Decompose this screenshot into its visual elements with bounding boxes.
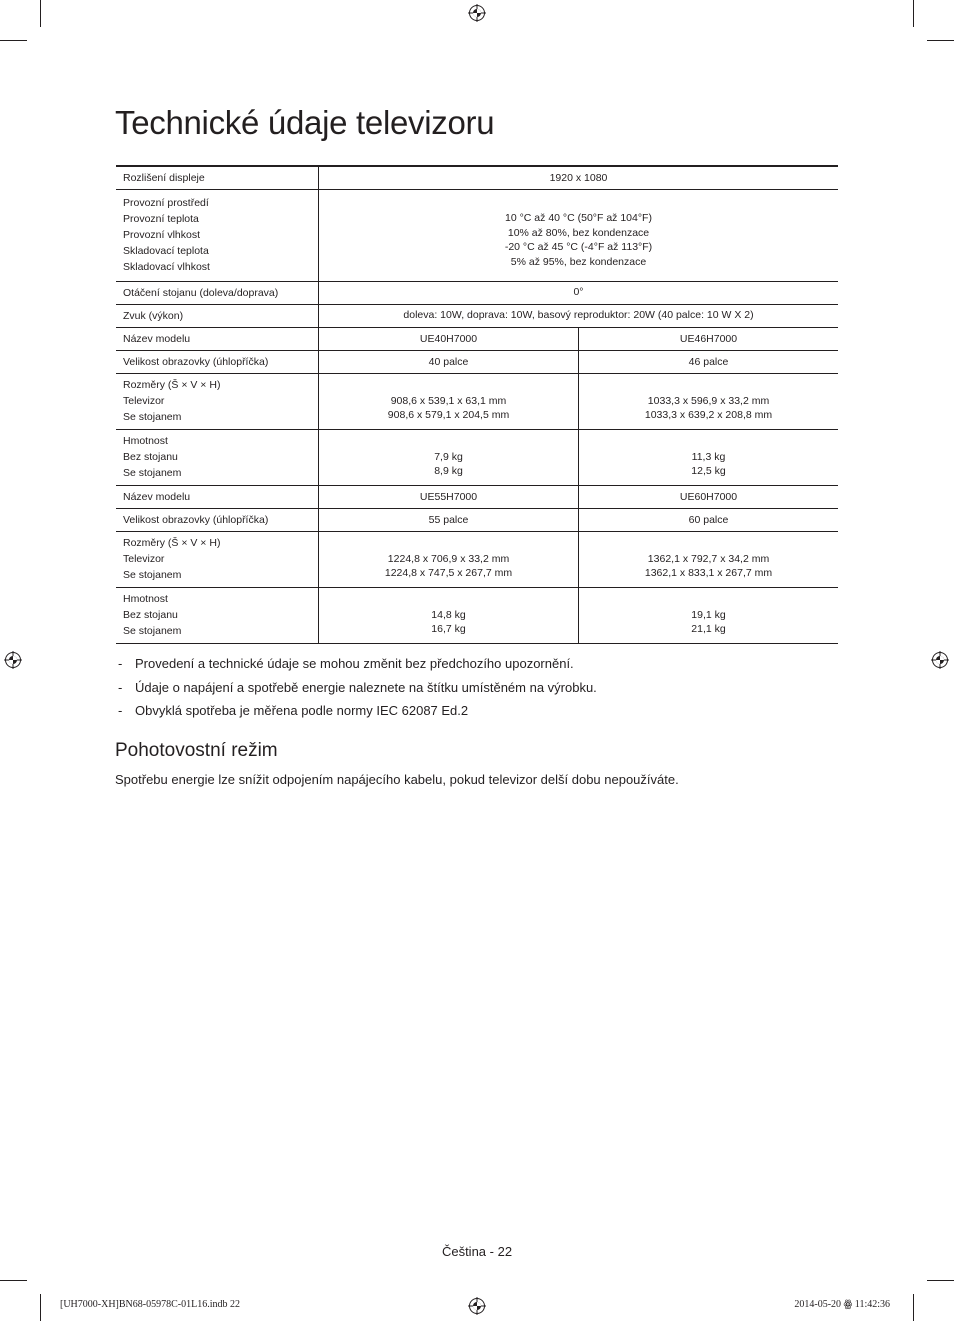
weight — [579, 429, 839, 485]
label-line: Se stojanem — [123, 411, 182, 423]
value-line: 16,7 kg — [431, 623, 466, 635]
dimensions — [579, 373, 839, 429]
value-line: 908,6 x 579,1 x 204,5 mm — [387, 409, 510, 421]
value-line: 1362,1 x 792,7 x 34,2 mm — [647, 553, 770, 565]
screen-size: 46 palce — [579, 350, 839, 373]
row-label — [116, 373, 319, 429]
model-name: UE55H7000 — [319, 485, 579, 508]
crop-mark — [913, 0, 914, 27]
table-row — [116, 373, 838, 429]
crop-mark — [927, 1280, 954, 1281]
crop-mark — [927, 40, 954, 41]
table-row — [116, 189, 838, 281]
row-label — [116, 189, 319, 281]
table-row — [116, 304, 838, 327]
note-text: Provedení a technické údaje se mohou změnit bez předchozího upozornění. — [135, 656, 574, 671]
notes-list — [116, 655, 597, 726]
value-line: 908,6 x 539,1 x 63,1 mm — [390, 395, 507, 407]
label-line: Hmotnost — [123, 435, 168, 447]
page-title: Technické údaje televizoru — [115, 104, 495, 141]
row-label — [116, 429, 319, 485]
value-line: 5% až 95%, bez kondenzace — [510, 255, 647, 268]
label-line: Skladovací vlhkost — [123, 261, 210, 273]
section-heading: Pohotovostní režim — [115, 740, 278, 761]
note-text: Obvyklá spotřeba je měřena podle normy IEC 62087 Ed.2 — [135, 703, 469, 718]
label-line: Hmotnost — [123, 593, 168, 605]
table-row — [116, 327, 838, 350]
row-label: Zvuk (výkon) — [116, 304, 319, 327]
value-line: 1224,8 x 747,5 x 267,7 mm — [384, 567, 513, 579]
list-item — [116, 655, 597, 679]
value-line: 10% až 80%, bez kondenzace — [507, 226, 650, 239]
label-line: Bez stojanu — [123, 451, 178, 463]
label-line: Se stojanem — [123, 625, 182, 637]
spec-table — [116, 165, 838, 644]
list-item — [116, 679, 597, 703]
dimensions — [319, 531, 579, 587]
label-line: Se stojanem — [123, 569, 182, 581]
crop-mark — [40, 0, 41, 27]
label-line: Rozměry (Š × V × H) — [123, 537, 221, 549]
row-value: doleva: 10W, doprava: 10W, basový reproduktor: 20W (40 palce: 10 W X 2) — [319, 304, 839, 327]
model-name: UE46H7000 — [579, 327, 839, 350]
screen-size: 55 palce — [319, 508, 579, 531]
row-label — [116, 587, 319, 643]
page-number: Čeština - 22 — [441, 1244, 513, 1259]
model-name: UE60H7000 — [579, 485, 839, 508]
value-line: 11,3 kg — [691, 451, 726, 463]
label-line: Rozměry (Š × V × H) — [123, 379, 221, 391]
row-value: 0° — [319, 281, 839, 304]
dash-bullet: - — [118, 656, 123, 671]
print-slug-right: 2014-05-20 ꙮ 11:42:36 — [794, 1299, 890, 1310]
row-label: Název modelu — [116, 327, 319, 350]
value-line: 1362,1 x 833,1 x 267,7 mm — [644, 567, 773, 579]
registration-mark-icon — [468, 4, 486, 22]
weight — [319, 587, 579, 643]
list-item — [116, 702, 597, 726]
value-line: 12,5 kg — [691, 465, 726, 477]
section-paragraph: Spotřebu energie lze snížit odpojením napájecího kabelu, pokud televizor delší dobu nepoužíváte. — [115, 772, 679, 787]
crop-mark — [0, 40, 27, 41]
label-line: Televizor — [123, 553, 165, 565]
value-line: 1224,8 x 706,9 x 33,2 mm — [387, 553, 510, 565]
dash-bullet: - — [118, 703, 123, 718]
dimensions — [579, 531, 839, 587]
label-line: Se stojanem — [123, 467, 182, 479]
screen-size: 40 palce — [319, 350, 579, 373]
label-line: Skladovací teplota — [123, 245, 209, 257]
dash-bullet: - — [118, 679, 123, 695]
note-text: Údaje o napájení a spotřebě energie naleznete na štítku umístěném na výrobku. — [135, 679, 597, 695]
crop-mark — [40, 1294, 41, 1321]
dimensions — [319, 373, 579, 429]
value-line: 1033,3 x 596,9 x 33,2 mm — [647, 395, 770, 407]
crop-mark — [0, 1280, 27, 1281]
registration-mark-icon — [468, 1297, 486, 1315]
value-line: 8,9 kg — [434, 465, 463, 477]
value-line: -20 °C až 45 °C (-4°F až 113°F) — [504, 241, 653, 253]
screen-size: 60 palce — [579, 508, 839, 531]
row-label: Rozlišení displeje — [116, 166, 319, 189]
value-line: 21,1 kg — [691, 623, 726, 635]
registration-mark-icon — [931, 651, 949, 669]
row-label: Otáčení stojanu (doleva/doprava) — [116, 281, 319, 304]
weight — [319, 429, 579, 485]
table-row — [116, 485, 838, 508]
row-label — [116, 531, 319, 587]
model-name: UE40H7000 — [319, 327, 579, 350]
table-row — [116, 587, 838, 643]
row-label: Velikost obrazovky (úhlopříčka) — [116, 350, 319, 373]
registration-mark-icon — [4, 651, 22, 669]
label-line: Televizor — [123, 395, 165, 407]
value-line: 14,8 kg — [431, 609, 466, 621]
row-label: Velikost obrazovky (úhlopříčka) — [116, 508, 319, 531]
row-value — [319, 189, 839, 281]
table-row — [116, 281, 838, 304]
value-line: 19,1 kg — [691, 609, 726, 621]
value-line: 7,9 kg — [434, 451, 463, 463]
table-row — [116, 429, 838, 485]
row-label: Název modelu — [116, 485, 319, 508]
table-row — [116, 166, 838, 189]
value-line: 10 °C až 40 °C (50°F až 104°F) — [505, 212, 652, 224]
label-line: Bez stojanu — [123, 609, 178, 621]
label-line: Provozní vlhkost — [123, 229, 201, 241]
table-row — [116, 350, 838, 373]
table-row — [116, 508, 838, 531]
row-value: 1920 x 1080 — [549, 171, 608, 184]
table-row — [116, 531, 838, 587]
label-line: Provozní prostředí — [123, 197, 209, 209]
weight — [579, 587, 839, 643]
label-line: Provozní teplota — [123, 213, 199, 225]
value-line: 1033,3 x 639,2 x 208,8 mm — [644, 409, 773, 421]
crop-mark — [913, 1294, 914, 1321]
print-slug-left: [UH7000-XH]BN68-05978C-01L16.indb 22 — [60, 1299, 240, 1310]
